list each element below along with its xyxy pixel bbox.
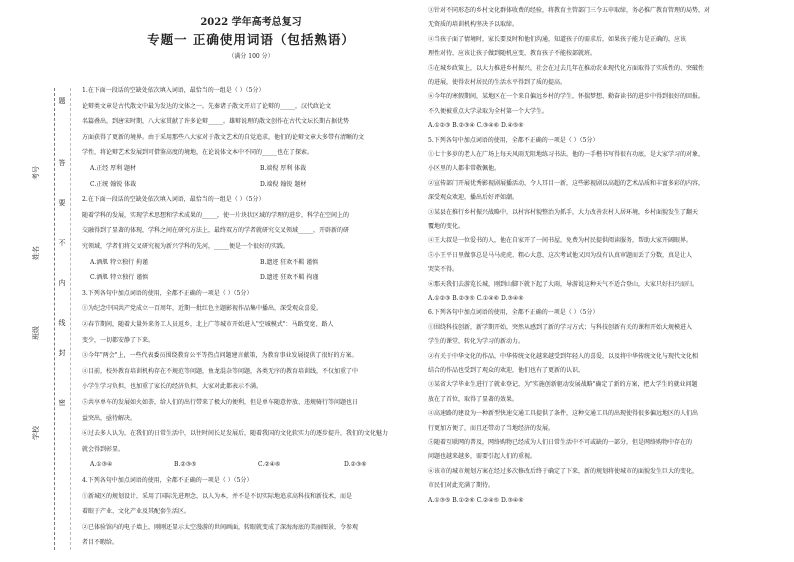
text-line: 无资质的培训机构坚决予以取缔。	[428, 21, 519, 29]
text-line: A.①③⑤ B.①②⑥ C.②④⑤ D.③④⑥	[428, 496, 524, 504]
binding-margin	[0, 0, 78, 562]
text-line: A.①②③ B.②③④ C.③④⑥ D.④⑤⑥	[428, 122, 524, 130]
answer-option: D.遗迹 狂欢不羁 拘谨	[260, 274, 319, 282]
text-line: ③今年"两会"上，一些代表委员围绕教育公平等热点问题建言献策，为教育事业发展提供了很好的方案。	[82, 352, 358, 360]
seal-char: 题	[58, 97, 66, 105]
seal-line-inner	[70, 88, 71, 550]
text-line: ⑤随着互联网的普及，网络购物已经成为人们日常生活中不可或缺的一部分，但是网络购物中存在的	[428, 439, 693, 446]
text-line: ①为纪念中国共产党成立一百周年，近期一批红色主题影视作品集中播出，深受观众喜爱。	[82, 305, 323, 313]
text-line: 小区里的人都非常敬佩他。	[428, 165, 501, 173]
school-label: 学校	[32, 426, 40, 440]
text-line: ③某县在推行乡村振兴战略中，以村容村貌整治为抓手，大力改善农村人居环境，乡村面貌发生了翻天	[428, 208, 699, 216]
text-line: A.①②③ B.②③⑤ C.①④⑥ D.③④⑥	[428, 295, 524, 302]
text-line: ②有关于中华文化的作品，中华传统文化越来越受到年轻人的喜爱，以及将中华传统文化与现代文化相	[428, 352, 699, 360]
text-line: ⑤在城乡政策上，以大力推进乡村振兴，社会在过去几年在推动农业现代化方面取得了实质性的、突破性	[428, 64, 705, 72]
text-line: ③针对不同形态的乡村文化群体收费的经验，将教育主管部门三令五申取缔，务必推广教育管理的局势，对	[428, 7, 711, 14]
text-line: 2.在下面一段话的空缺处依次填入词语，最恰当的一组是（ ）（5分）	[82, 196, 265, 204]
text-line: ④高速路的建设为一种新型快速交通工具提供了条件，这种交通工具的出现使得很多偏远地区的人们出	[428, 410, 699, 418]
text-line: 3.下列各句中加点词语的使用，全都不正确的一项是（ ）（5分）	[82, 289, 253, 297]
text-line: ⑤共享单车的发展如火如荼，给人们的出行带来了极大的便利，但是单车随意停放、违规骑行等问题也日	[82, 399, 359, 406]
text-line: 结合的作品也受到了观众的欢迎，他们也有了更新的认识。	[428, 367, 585, 374]
seal-char: 内	[58, 279, 66, 287]
answer-option: B.端倪 厚利 体裁	[260, 165, 307, 172]
text-line: ①围绕科技创新，新学期开始，突然从感到了新的学习方式；与科技创新有关的课程开始大规模进入	[428, 323, 693, 331]
text-line: 随着学科的发展，实现学术思想和学术成果的_____，使一片块状区域的学理的进步，科学在空间上的	[82, 211, 350, 219]
seal-char: 封	[58, 349, 66, 357]
seal-char: 密	[58, 399, 66, 407]
answer-option: B.遗迹 狂欢不羁 谨慎	[260, 258, 319, 266]
seal-char: 要	[58, 199, 66, 207]
text-line: ①新城区的规划设计，采用了国际先进理念，以人为本，并不是不切实际地追求高科技和新技术，而是	[82, 492, 353, 500]
answer-option: D.②③⑥	[344, 461, 367, 469]
text-line: 变少，一切都安静了下来。	[82, 336, 155, 344]
text-line: ⑥那天我们去游览长城，刚到山脚下就下起了大雨，导游说这种天气不适合登山，大家只好扫兴而归。	[428, 280, 699, 288]
text-line: 益突出，亟待解决。	[82, 414, 137, 422]
text-line: 的进展，使得农村居民的生活水平得到了质的提高。	[428, 79, 567, 86]
text-line: ④目前，校外教育培训机构存在不规范等问题，鱼龙混杂等问题，各类无序的教育培训线，不仅加重了中	[82, 367, 359, 375]
text-line: 方面获得了更新的境界。由于采用那些八大家对于散文艺术的自觉追求，他们的论辩文章大多带有清晰的文	[82, 133, 365, 141]
text-line: 着眼于产业、文化产业及其配套生活区。	[82, 508, 191, 516]
class-label: 班级	[32, 326, 40, 340]
text-line: 5.下列各句中加点词语的使用，全都不正确的一项是（ ）（5分）	[428, 136, 599, 144]
text-line: 小学生学习负担，也加重了家长的经济负担，大家对此都表示不满。	[82, 383, 263, 391]
text-line: 就会得到彰显。	[82, 445, 125, 453]
text-line: 学性，将论辩艺术发展到可借鉴高度的境地，在论说体文本中不同的_____也在了探索。	[82, 149, 314, 157]
seal-char: 线	[58, 319, 66, 327]
answer-option: C.酒肌 特立独行 谨慎	[90, 274, 149, 282]
text-line: ②春节期间，随着大量外来务工人员返乡，北上广等城市开始进入"空城模式"：马路变宽、路人	[82, 321, 334, 328]
text-line: 市民们对此充满了期待。	[428, 482, 495, 490]
seal-char: 不	[58, 239, 66, 247]
seal-line	[54, 88, 55, 550]
text-line: ⑤小王平日里做事总是马马虎虎、粗心大意，这次考试他又因为没有认真审题而丢了分数，真是让人	[428, 251, 693, 259]
text-line: ⑥该市的城市规划方案在经过多次修改后终于确定了下来，新的规划将使城市的面貌发生巨大的变化，	[428, 467, 699, 475]
name-label: 姓名	[32, 246, 40, 260]
document-title: 2022 学年高考总复习	[200, 17, 302, 28]
text-line: 4.下列各句中加点词语的使用，全都不正确的一项是（ ）（5分）	[82, 477, 253, 484]
exam-number-label: 考号	[32, 166, 40, 180]
text-line: 论辩类文章是古代散文中最为发达的文体之一。先秦诸子散文开启了论辩的_____，汉代政论文	[82, 102, 332, 110]
answer-option: C.正统 翰锐 体裁	[90, 180, 137, 188]
total-score: （满分 100 分）	[228, 53, 274, 60]
text-line: 究领域，学者们将交叉研究视为新兴学科的先河，_____便是一个很好的实践。	[82, 243, 290, 250]
text-line: 名篇叠出，到唐宋时期，八大家贯献了许多论辩_____。雄辩说理的散文创作在古代文坛长期占据优势	[82, 118, 350, 126]
text-line: ③某省大学毕业生进行了就业登记，为"实施创新驱动发展战略"确定了新的方案，把大学生的就业问题	[428, 381, 698, 389]
text-line: 行更加方便了，而且还带动了当地经济的发展。	[428, 424, 555, 432]
text-line: 者目不暇给。	[82, 539, 119, 547]
text-line: ④王大叔是一位爱书的人，他在自家开了一间书屋，免费为村民提供阅读服务，帮助大家开阔眼界。	[428, 237, 693, 245]
text-line: 深受观众欢迎，播出后好评如潮。	[428, 194, 519, 202]
text-line: 1.在下面一段话的空缺处依次填入词语，最恰当的一组是（ ）（5分）	[82, 87, 265, 94]
text-line: ④当孩子面了情境时，家长要及时和他们沟通，知道孩子的需求后，如果孩子能力是正确的，应该	[428, 35, 687, 43]
text-line: 不久便被重点大学录取为全村第一个大学生。	[428, 107, 549, 115]
seal-char: 答	[58, 159, 66, 167]
answer-option: A.正经 厚利 题材	[90, 165, 137, 172]
text-line: 覆地的变化。	[428, 223, 465, 230]
text-line: 哭笑不得。	[428, 266, 459, 274]
text-line: ⑥过去多人认为，在我们的日常生活中，以往时间长足发展后，随着我国的文化软实力的逐步提升，我们的文化魅力	[82, 430, 389, 438]
answer-option: C.②④⑥	[258, 461, 281, 469]
answer-option: D.端倪 翰锐 题材	[260, 180, 307, 188]
answer-option: B.②③⑤	[174, 461, 197, 469]
text-line: 理性对待，应该让孩子做到随机应变，教育孩子不能按部就班。	[428, 50, 597, 58]
text-line: 学生的课堂，转化为学习的新动力。	[428, 338, 525, 346]
answer-option: A.①③④	[90, 461, 113, 469]
text-line: 放在了首位，取得了显著的效果。	[428, 395, 519, 403]
text-line: ①七十多岁的老人在广场上每天风雨无阻地练习书法，他的一手楷书写得很有功底，是大家学习的对象，	[428, 151, 705, 158]
text-line: 问题也越来越多，需要引起人们的重视。	[428, 453, 537, 461]
text-line: ⑥今年的寒假期间，某地区在一个来自偏远乡村的学生，怀揣梦想、勤奋读书的进步中得到很好的回报。	[428, 93, 705, 101]
topic-title: 专题一 正确使用词语（包括熟语）	[147, 32, 355, 47]
text-line: ②已体验馆内的电子墙上，刚刚还显示太空漫游的世间画面，转眼就变成了深海海底的美丽图景，令参观	[82, 523, 359, 531]
text-line: ②宣传部门开展优秀影视剧展播活动，令人耳目一新，这些影视剧以高超的艺术品质和丰富多彩的内容，	[428, 179, 705, 187]
text-line: 6.下列各句中加点词语的使用，全都不正确的一项是（ ）（5分）	[428, 309, 599, 317]
text-line: 交融得到了显著的体现，学科之间在研究方法上，最终双方的学者就研究交叉领域_____，开辟新的研	[82, 227, 350, 235]
answer-option: A.酒肌 特立独行 拘谨	[90, 258, 149, 266]
